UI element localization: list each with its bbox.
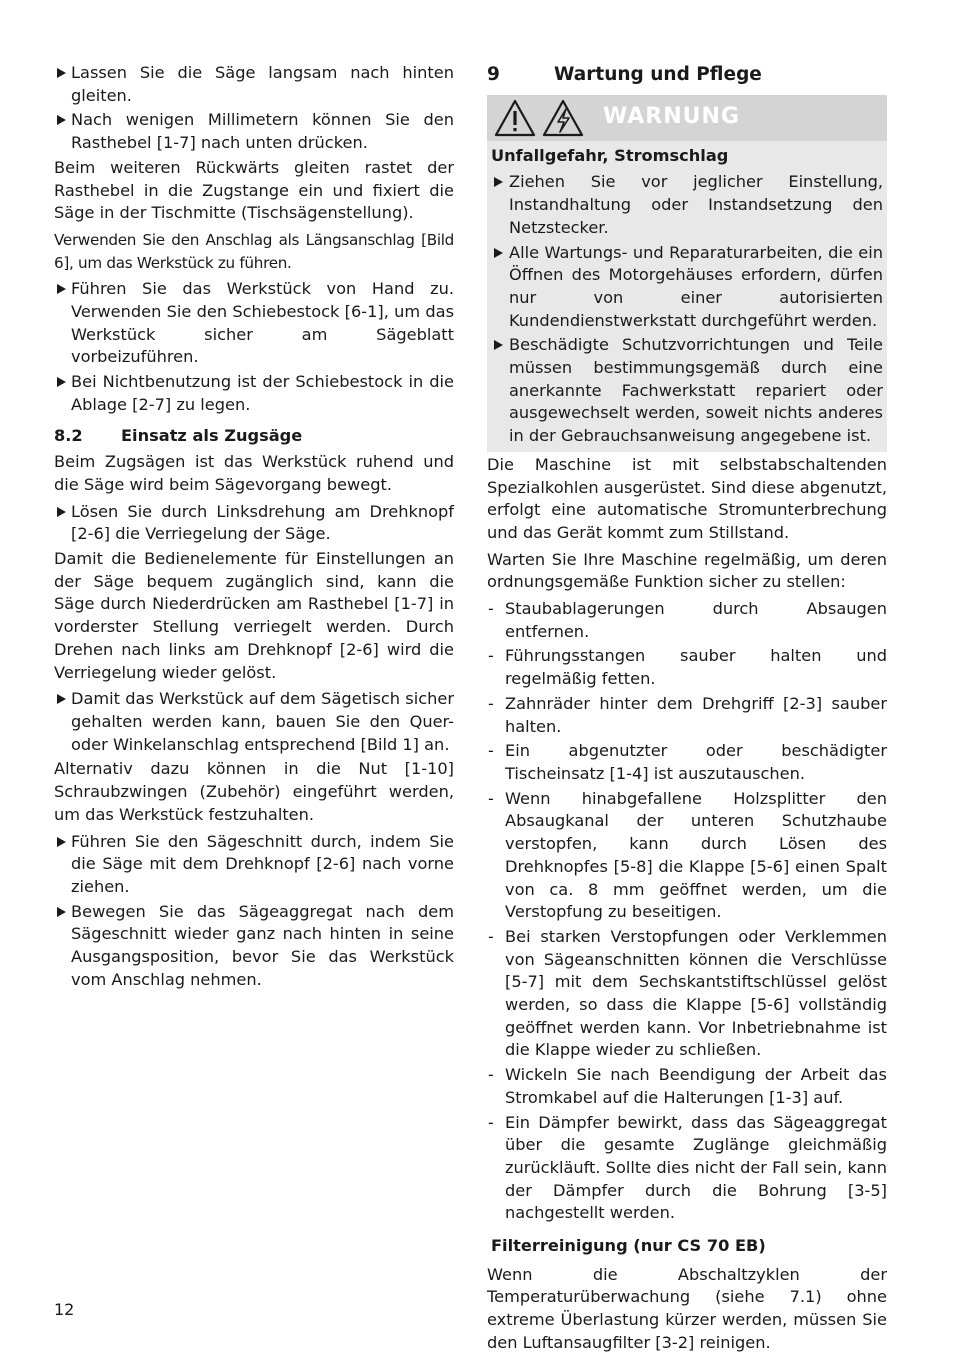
bullet-triangle-icon (57, 907, 66, 917)
paragraph: Wenn die Abschaltzyklen der Temperaturüberwachung (siehe 7.1) ohne extreme Überlastung kürzer werden, müssen Sie den Luftansaugfilter [3-2] reinigen. (487, 1264, 887, 1352)
warning-label: WARNUNG (603, 104, 740, 130)
list-item: Bei Nichtbenutzung ist der Schiebestock in die Ablage [2-7] zu legen. (54, 371, 454, 416)
paragraph: Die Maschine ist mit selbstabschaltenden Spezialkohlen ausgerüstet. Sind diese abgenutzt, erfolgt eine automatische Stromunterbrechung und das Gerät kommt zum Stillstand. (487, 454, 887, 542)
list-item: Alle Wartungs- und Reparaturarbeiten, die ein Öffnen des Motorgehäuses erfordern, dürfen nur von einer autorisierten Kundendienstwerkstatt durchgeführt werden. (491, 242, 883, 333)
list-item: Bewegen Sie das Sägeaggregat nach dem Sägeschnitt wieder ganz nach hinten in seine Ausgangsposition, bevor Sie das Werkstück vom Anschlag nehmen. (54, 901, 454, 992)
warning-box (487, 141, 887, 452)
list-item: Beschädigte Schutzvorrichtungen und Teile müssen bestimmungsgemäß durch eine anerkannte Fachwerkstatt repariert oder ausgewechselt werden, soweit nichts anderes in der Gebrauchsanweisung angegebene ist. (491, 334, 883, 448)
bullet-triangle-icon (57, 115, 66, 125)
list-item: - Wickeln Sie nach Beendigung der Arbeit das Stromkabel auf die Halterungen [1-3] auf. (488, 1065, 887, 1107)
list-item: Lösen Sie durch Linksdrehung am Drehknopf [2-6] die Verriegelung der Säge. (54, 501, 454, 546)
bullet-triangle-icon (57, 837, 66, 847)
bullet-triangle-icon (57, 694, 66, 704)
warning-subtitle: Unfallgefahr, Stromschlag (491, 145, 729, 165)
paragraph: Warten Sie Ihre Maschine regelmäßig, um deren ordnungsgemäße Funktion sicher zu stellen: (487, 549, 887, 592)
list-item: - Ein Dämpfer bewirkt, dass das Sägeaggregat über die gesamte Zuglänge gleichmäßig zurückläuft. Sollte dies nicht der Fall sein, kann der Dämpfer durch die Bohrung [3-5] nachgestellt werden. (488, 1112, 887, 1223)
list-item: Führen Sie den Sägeschnitt durch, indem Sie die Säge mit dem Drehknopf [2-6] nach vorne ziehen. (54, 831, 454, 899)
bullet-triangle-icon (57, 284, 66, 294)
list-item: Lassen Sie die Säge langsam nach hinten gleiten. (54, 62, 454, 107)
right-column (487, 62, 887, 1359)
filter-heading: Filterreinigung (nur CS 70 EB) (491, 1236, 766, 1256)
paragraph: Beim Zugsägen ist das Werkstück ruhend und die Säge wird beim Sägevorgang bewegt. (54, 452, 454, 494)
list-item: - Ein abgenutzter oder beschädigter Tischeinsatz [1-4] ist auszutauschen. (488, 741, 887, 783)
bullet-triangle-icon (57, 507, 66, 517)
paragraph: Beim weiteren Rückwärts gleiten rastet der Rasthebel in die Zugstange ein und fixiert die Säge in der Tischmitte (Tischsägenstellung). (54, 157, 454, 223)
section-heading-9: 9 Wartung und Pflege (487, 64, 762, 85)
list-item: Ziehen Sie vor jeglicher Einstellung, Instandhaltung oder Instandsetzung den Netzstecker. (491, 171, 883, 239)
bullet-triangle-icon (57, 68, 66, 78)
list-item: - Staubablagerungen durch Absaugen entfernen. (488, 599, 887, 641)
electric-hazard-icon (541, 98, 585, 138)
list-item: Damit das Werkstück auf dem Sägetisch sicher gehalten werden kann, bauen Sie den Quer- oder Winkelanschlag entsprechend [Bild 1] an. (54, 688, 454, 756)
paragraph: Damit die Bedienelemente für Einstellungen an der Säge bequem zugänglich sind, kann die Säge durch Niederdrücken am Rasthebel [1-7] in vorderster Stellung verriegelt werden. Durch Drehen nach links am Drehknopf [2-6] wird die Verriegelung wieder gelöst. (54, 549, 454, 682)
paragraph: Alternativ dazu können in die Nut [1-10] Schraubzwingen (Zubehör) eingeführt werden, um das Werkstück festzuhalten. (54, 759, 454, 824)
bullet-triangle-icon (494, 340, 503, 350)
section-heading-8-2: 8.2 Einsatz als Zugsäge (54, 425, 303, 445)
list-item: Nach wenigen Millimetern können Sie den Rasthebel [1-7] nach unten drücken. (54, 109, 454, 154)
bullet-triangle-icon (494, 177, 503, 187)
list-item: - Führungsstangen sauber halten und regelmäßig fetten. (488, 646, 887, 689)
bullet-triangle-icon (57, 377, 66, 387)
list-item: - Bei starken Verstopfungen oder Verklemmen von Sägeanschnitten können die Verschlüsse [5-7] mit dem Sechskantstiftschlüssel gelöst werden, so dass die Klappe [5-6] vollständig geöffnet werden kann. Vor Inbetriebnahme ist die Klappe wieder zu schließen. (488, 926, 887, 1060)
list-item: - Wenn hinabgefallene Holzsplitter den Absaugkanal der unteren Schutzhaube verstopfen, kann durch Lösen des Drehknopfes [5-8] die Klappe [5-6] einen Spalt von ca. 8 mm geöffnet werden, um die Verstopfung zu beseitigen. (488, 788, 887, 922)
page-number: 12 (54, 1300, 75, 1319)
bullet-triangle-icon (494, 248, 503, 258)
left-column (54, 62, 454, 993)
list-item: Führen Sie das Werkstück von Hand zu. Verwenden Sie den Schiebestock [6-1], um das Werkstück sicher am Sägeblatt vorbeizuführen. (54, 278, 454, 369)
warning-triangle-icon (493, 98, 537, 138)
paragraph: Verwenden Sie den Anschlag als Längsanschlag [Bild 6], um das Werkstück zu führen. (54, 230, 454, 272)
list-item: - Zahnräder hinter dem Drehgriff [2-3] sauber halten. (488, 693, 887, 736)
warning-header (487, 95, 887, 141)
